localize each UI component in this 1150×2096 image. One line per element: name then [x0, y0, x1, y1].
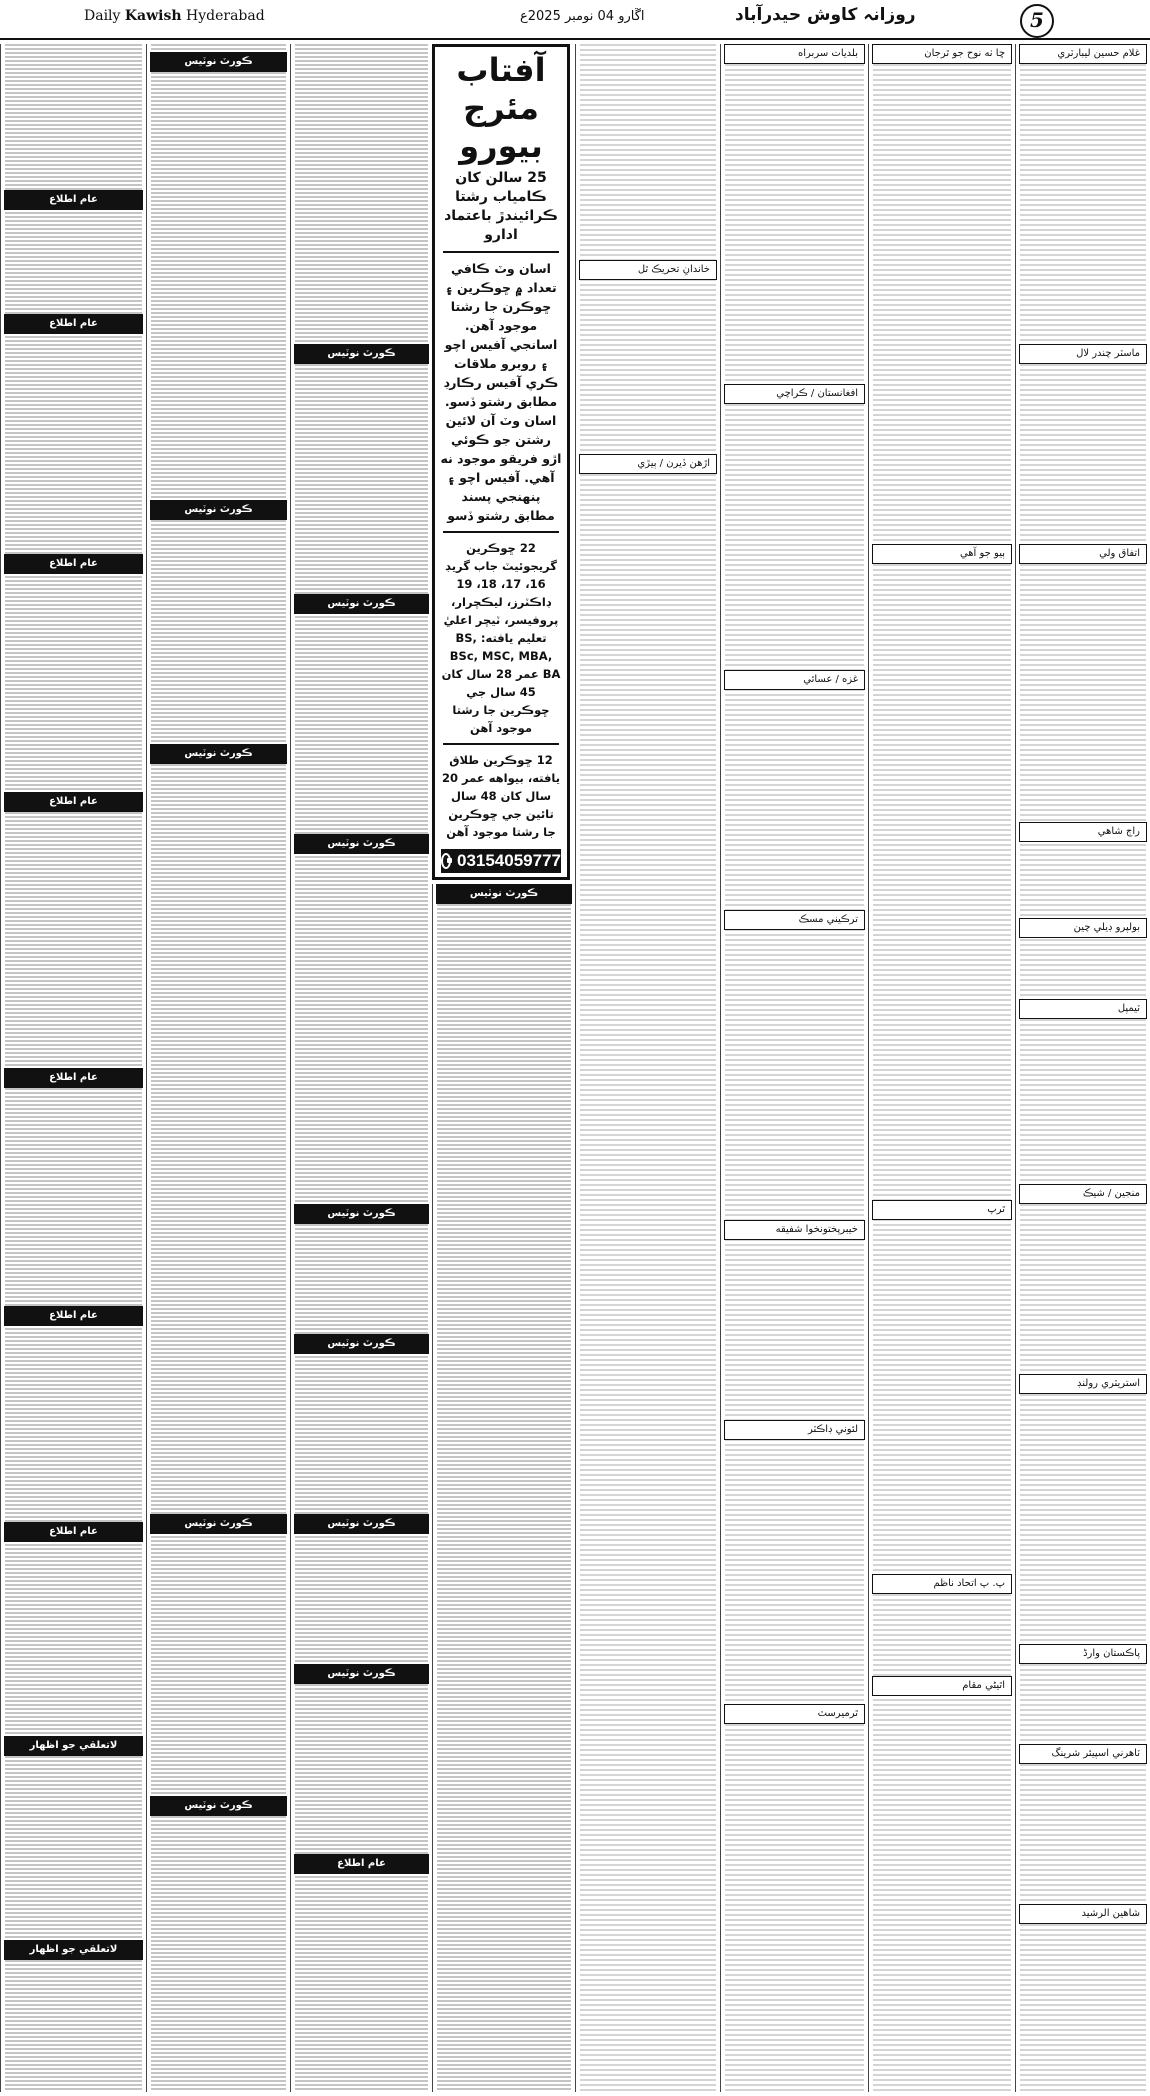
ad-phone [441, 849, 561, 873]
column-4-text [580, 44, 716, 2092]
column-9 [0, 44, 146, 2092]
column-4 [575, 44, 720, 2092]
urdu-masthead-title: روزانہ کاوش حیدرآباد [735, 5, 916, 25]
col2-heading: ٻيو جو آهي [872, 544, 1012, 564]
col7-heading: ڪورٽ نوٽيس [150, 52, 287, 72]
page-number: 5 [1020, 4, 1054, 38]
col2-heading: ٿرپ [872, 1200, 1012, 1220]
column-3-text [725, 44, 864, 2092]
col7-heading: ڪورٽ نوٽيس [150, 744, 287, 764]
col1-heading: غلام حسين ليبارٽري [1019, 44, 1147, 64]
col1-heading: ٽيمپل [1019, 999, 1147, 1019]
col3-heading: غزه / عسائي [724, 670, 865, 690]
col8-heading: ڪورٽ نوٽيس [294, 834, 429, 854]
col9-heading: عام اطلاع [4, 1068, 143, 1088]
col2-heading: اٿيڻي مقام [872, 1676, 1012, 1696]
ad-body-graduates: 22 ڇوڪرين گريجوئيٽ جاب گريڊ 16، 17، 18، 19 ڊاڪٽرز، ليڪچرار، پروفيسر، ٽيچر اعليٰ تعليم يافته: BS, BSc, MSC, MBA, BA عمر 28 سال کان 45 سال جي ڇوڪرين جا رشتا موجود آهن [441, 541, 561, 735]
col3-heading: خيبرپختونخوا شفيقه [724, 1220, 865, 1240]
english-masthead [84, 8, 265, 24]
col8-heading: ڪورٽ نوٽيس [294, 1204, 429, 1224]
column-2 [868, 44, 1015, 2092]
col4-heading: خاندانِ تحريڪ ٿل [579, 260, 717, 280]
col7-heading: ڪورٽ نوٽيس [150, 500, 287, 520]
ad-divider [443, 251, 559, 253]
ad-title: آفتاب مئرج بيورو [456, 51, 546, 165]
col9-heading: لاتعلقي جو اظهار [4, 1736, 143, 1756]
column-1 [1015, 44, 1150, 2092]
col8-heading: ڪورٽ نوٽيس [294, 594, 429, 614]
masthead [0, 0, 1150, 40]
col1-heading: شاهين الرشيد [1019, 1904, 1147, 1924]
ad-divider [443, 531, 559, 533]
col9-heading: عام اطلاع [4, 314, 143, 334]
col9-heading: عام اطلاع [4, 554, 143, 574]
col1-heading: پاڪستان وارڈ [1019, 1644, 1147, 1664]
col9-heading: عام اطلاع [4, 1522, 143, 1542]
col6-heading: ڪورٽ نوٽيس [294, 1514, 429, 1534]
column-5 [432, 884, 575, 2092]
column-7 [146, 44, 290, 2092]
ad-body-divorced: 12 ڇوڪرين طلاق يافته، بيواهه عمر 20 سال کان 48 سال تائين جي ڇوڪرين جا رشتا موجود آهن [441, 753, 561, 839]
column-2-text [873, 44, 1011, 2092]
english-city: Hyderabad [186, 8, 265, 24]
col4-heading: اڙهن ڏيرن / ٻيڙي [579, 454, 717, 474]
col3-heading: ٿرميرسٽ [724, 1704, 865, 1724]
col1-heading: استريٽري رولنڊ [1019, 1374, 1147, 1394]
ad-body: اسان وٽ ڪافي تعداد ۾ ڇوڪرين ۽ ڇوڪرن جا رشتا موجود آهن. اسانجي آفيس اچو ۽ روبرو ملاقات ڪري آفيس رڪارڊ مطابق رشتو ڏسو. اسان وٽ آن لائين رشتن جو ڪوئي اڙو فريقو موجود نه آهي. آفيس اچو ۽ پنهنجي پسند مطابق رشتو ڏسو [440, 261, 562, 523]
ad-phone-number: 03154059777 [456, 851, 561, 870]
col1-heading: اتفاق ولي [1019, 544, 1147, 564]
column-7-text [151, 44, 286, 2092]
col1-heading: ٽاهرني اسپيئر شرينگ [1019, 1744, 1147, 1764]
whatsapp-icon [441, 853, 451, 869]
col2-heading: ڇا ٺه نوح جو ٿرجان [872, 44, 1012, 64]
english-title-name: Kawish [124, 8, 182, 24]
col7-heading: ڪورٽ نوٽيس [150, 1514, 287, 1534]
ad-divider [443, 743, 559, 745]
column-3 [720, 44, 868, 2092]
col3-heading: افغانستان / ڪراچي [724, 384, 865, 404]
col8-heading: عام اطلاع [294, 1854, 429, 1874]
col1-heading: ماسٽر چندر لال [1019, 344, 1147, 364]
col9-heading: عام اطلاع [4, 792, 143, 812]
ad-subtitle: 25 سالن کان ڪامياب رشتا ڪرائيندڙ باعتماد ادارو [444, 170, 558, 243]
col2-heading: پ. پ اتحاد ناظم [872, 1574, 1012, 1594]
col7-heading: ڪورٽ نوٽيس [150, 1796, 287, 1816]
column-8 [290, 44, 432, 2092]
col3-heading: بلديات سربراه [724, 44, 865, 64]
english-title-prefix: Daily [84, 8, 121, 24]
col8-heading: ڪورٽ نوٽيس [294, 1664, 429, 1684]
col3-heading: لئوني ڊاڪٽر [724, 1420, 865, 1440]
col8-heading: ڪورٽ نوٽيس [294, 344, 429, 364]
column-5-text [437, 884, 571, 2092]
issue-date: اڱارو 04 نومبر 2025ع [520, 9, 645, 24]
col9-heading: عام اطلاع [4, 1306, 143, 1326]
col1-heading: بولپرو ڊيلي چين [1019, 918, 1147, 938]
col1-heading: منجين / شيڪ [1019, 1184, 1147, 1204]
col6-top-heading: ڪورٽ نوٽيس [436, 884, 572, 904]
col3-heading: ترڪيني مسڪ [724, 910, 865, 930]
col9-heading: عام اطلاع [4, 190, 143, 210]
marriage-bureau-advertisement [432, 44, 570, 880]
col8-heading: ڪورٽ نوٽيس [294, 1334, 429, 1354]
col9-heading: لاتعلقي جو اظهار [4, 1940, 143, 1960]
col1-heading: راڄ شاهي [1019, 822, 1147, 842]
